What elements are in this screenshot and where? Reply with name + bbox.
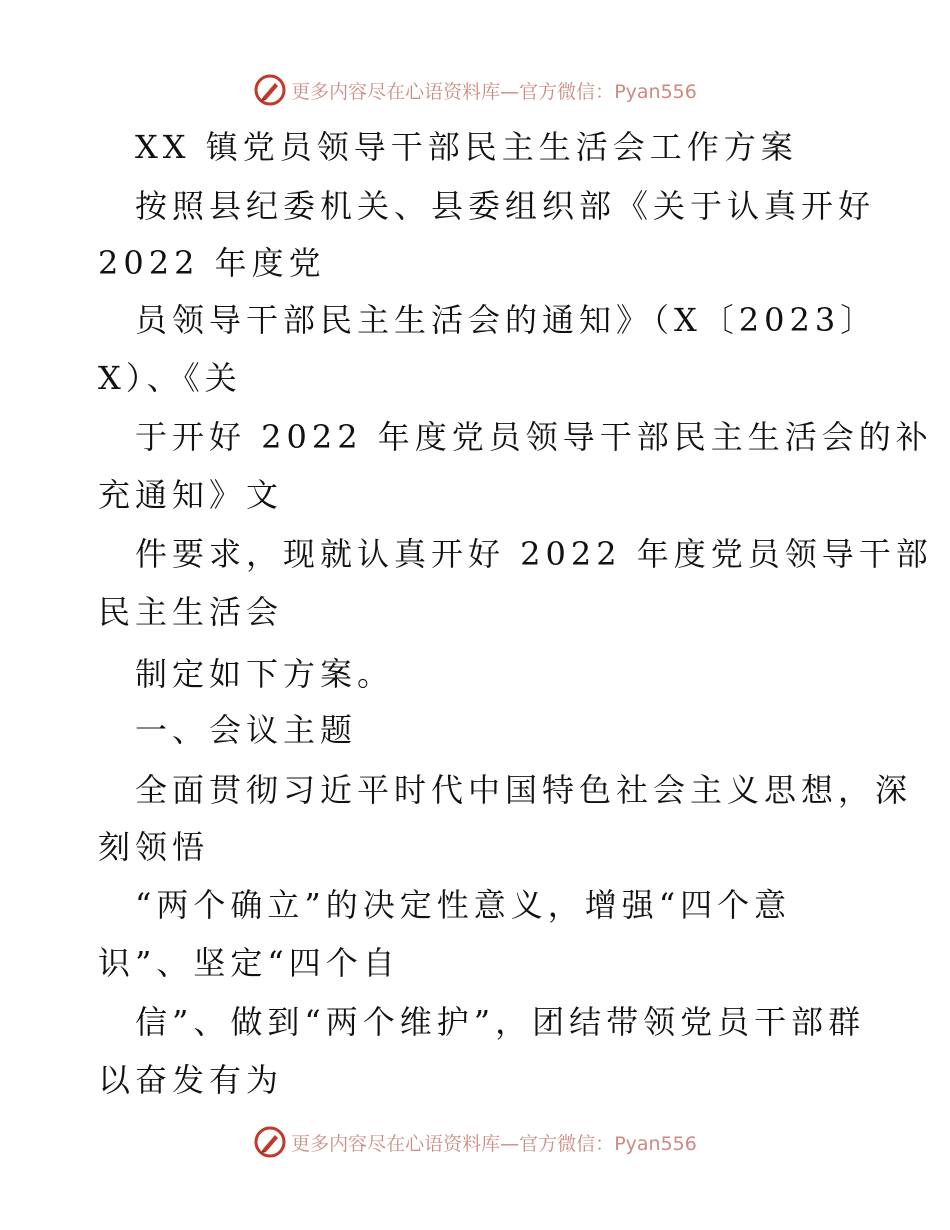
paragraph-line: 充通知》文 <box>98 476 284 514</box>
paragraph-line: 刻领悟 <box>98 828 210 866</box>
paragraph-line: X）、《关 <box>98 359 242 397</box>
paragraph-line: 件要求，现就认真开好 2022 年度党员领导干部 <box>135 535 933 573</box>
paragraph-line: 2022 年度党 <box>98 244 326 282</box>
paragraph-line: 制定如下方案。 <box>135 655 395 693</box>
document-title: XX 镇党员领导干部民主生活会工作方案 <box>135 128 798 166</box>
footer-watermark <box>0 1124 950 1160</box>
watermark-text: 更多内容尽在心语资料库—官方微信：Pyan556 <box>291 1132 697 1155</box>
paragraph-line: 以奋发有为 <box>98 1061 284 1099</box>
paragraph-line: 于开好 2022 年度党员领导干部民主生活会的补 <box>135 418 933 456</box>
paragraph-line: 识”、坚定“四个自 <box>98 944 400 982</box>
paragraph-line: 员领导干部民主生活会的通知》（X〔2023〕 <box>135 301 878 339</box>
paragraph-line: 民主生活会 <box>98 593 284 631</box>
pen-logo-icon <box>253 1125 287 1159</box>
paragraph-line: 信”、做到“两个维护”，团结带领党员干部群 <box>135 1003 866 1041</box>
paragraph-line: 按照县纪委机关、县委组织部《关于认真开好 <box>135 187 876 225</box>
paragraph-line: “两个确立”的决定性意义，增强“四个意 <box>135 886 792 924</box>
section-heading: 一、会议主题 <box>135 711 358 749</box>
watermark-text: 更多内容尽在心语资料库—官方微信：Pyan556 <box>291 80 697 103</box>
paragraph-line: 全面贯彻习近平时代中国特色社会主义思想，深 <box>135 771 913 809</box>
